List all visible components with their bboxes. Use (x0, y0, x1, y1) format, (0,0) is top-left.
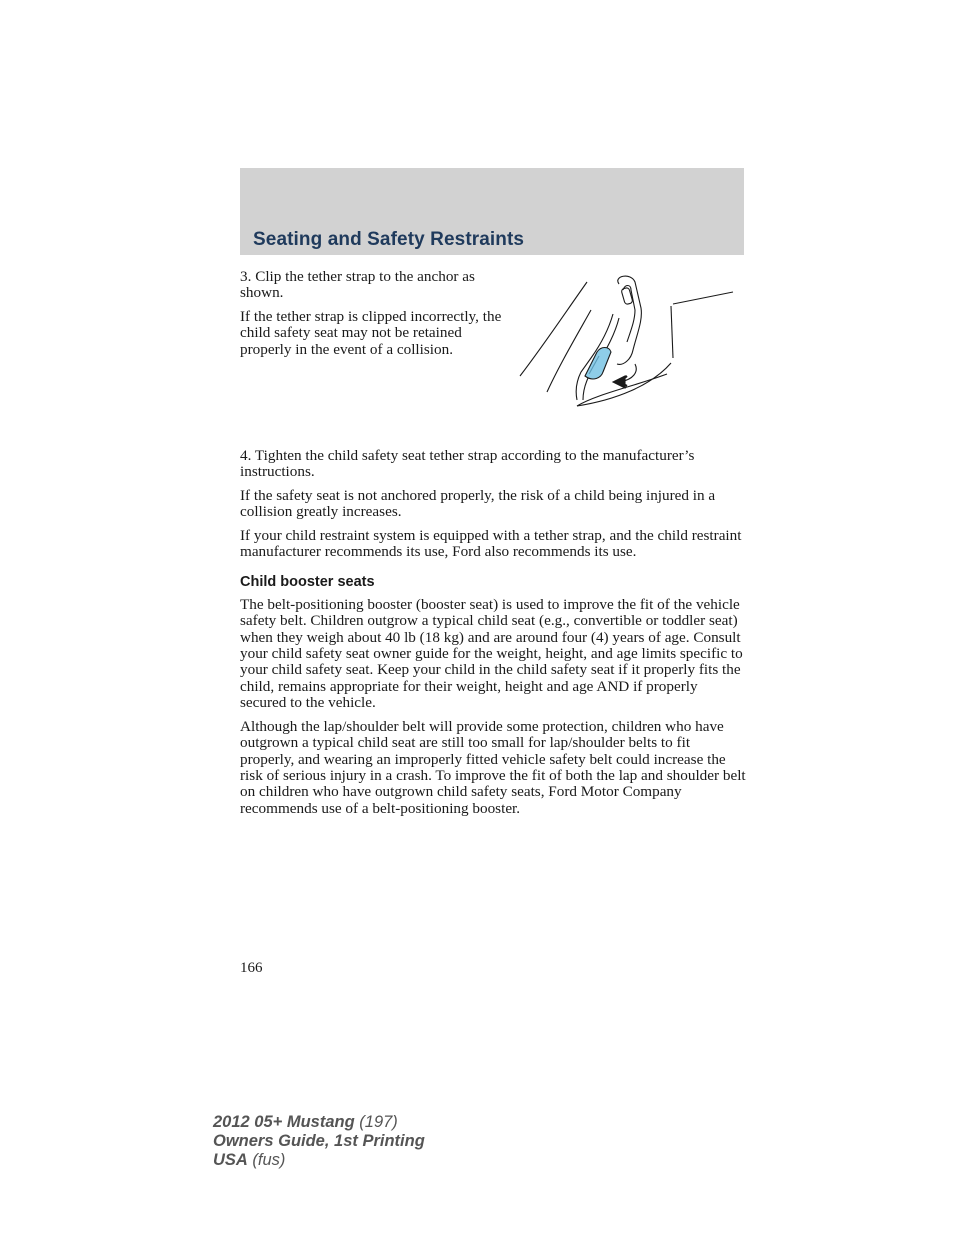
booster-recommendation-paragraph: Although the lap/shoulder belt will provide some protection, children who have outgrown a typical child seat are still too small for lap/shoulder belts to fit properly, and wearing an improperly fitted vehicle safety belt could increase the risk of serious injury in a crash. To improve the fit of both the lap and shoulder belt on children who have outgrown child safety seats, Ford Motor Company recommends use of a belt-positioning booster. (240, 717, 746, 817)
section-header-band (240, 168, 744, 255)
step4-instruction: 4. Tighten the child safety seat tether strap according to the manufacturer’s instructions. (240, 447, 695, 481)
anchor-warning-paragraph: If the safety seat is not anchored properly, the risk of a child being injured in a collision greatly increases. (240, 486, 716, 521)
tether-clip-illustration-icon (515, 268, 740, 420)
section-title: Seating and Safety Restraints (253, 229, 525, 250)
footer-guide: Owners Guide, 1st Printing (213, 1132, 425, 1150)
step3-block (240, 269, 502, 365)
main-content (240, 448, 746, 824)
document-footer (213, 1113, 425, 1170)
footer-line-guide (213, 1132, 425, 1151)
footer-line-model (213, 1113, 425, 1132)
step3-instruction: 3. Clip the tether strap to the anchor as shown. (240, 268, 475, 302)
step3-note: If the tether strap is clipped incorrectly, the child safety seat may not be retained properly in the event of a collision. (240, 307, 502, 358)
footer-region-code: (fus) (247, 1151, 286, 1169)
footer-model: 2012 05+ Mustang (213, 1113, 355, 1131)
footer-model-code: (197) (354, 1113, 398, 1131)
booster-intro-paragraph: The belt-positioning booster (booster seat) is used to improve the fit of the vehicle safety belt. Children outgrow a typical child seat (e.g., convertible or toddler seat) when they weigh about 40 lb (18 kg) and are around four (4) years of age. Consult your child safety seat owner guide for the weight, height, and age limits specific to your child safety seat. Keep your child in the child safety seat if it properly fits the child, remains appropriate for their weight, height and age AND if properly secured to the vehicle. (240, 595, 743, 712)
tether-recommendation-paragraph: If your child restraint system is equipped with a tether strap, and the child restraint manufacturer recommends its use, Ford also recommends its use. (240, 526, 742, 561)
footer-line-region (213, 1151, 425, 1170)
page-number: 166 (240, 960, 263, 976)
booster-seats-subheading: Child booster seats (240, 574, 375, 591)
footer-region: USA (213, 1151, 248, 1169)
